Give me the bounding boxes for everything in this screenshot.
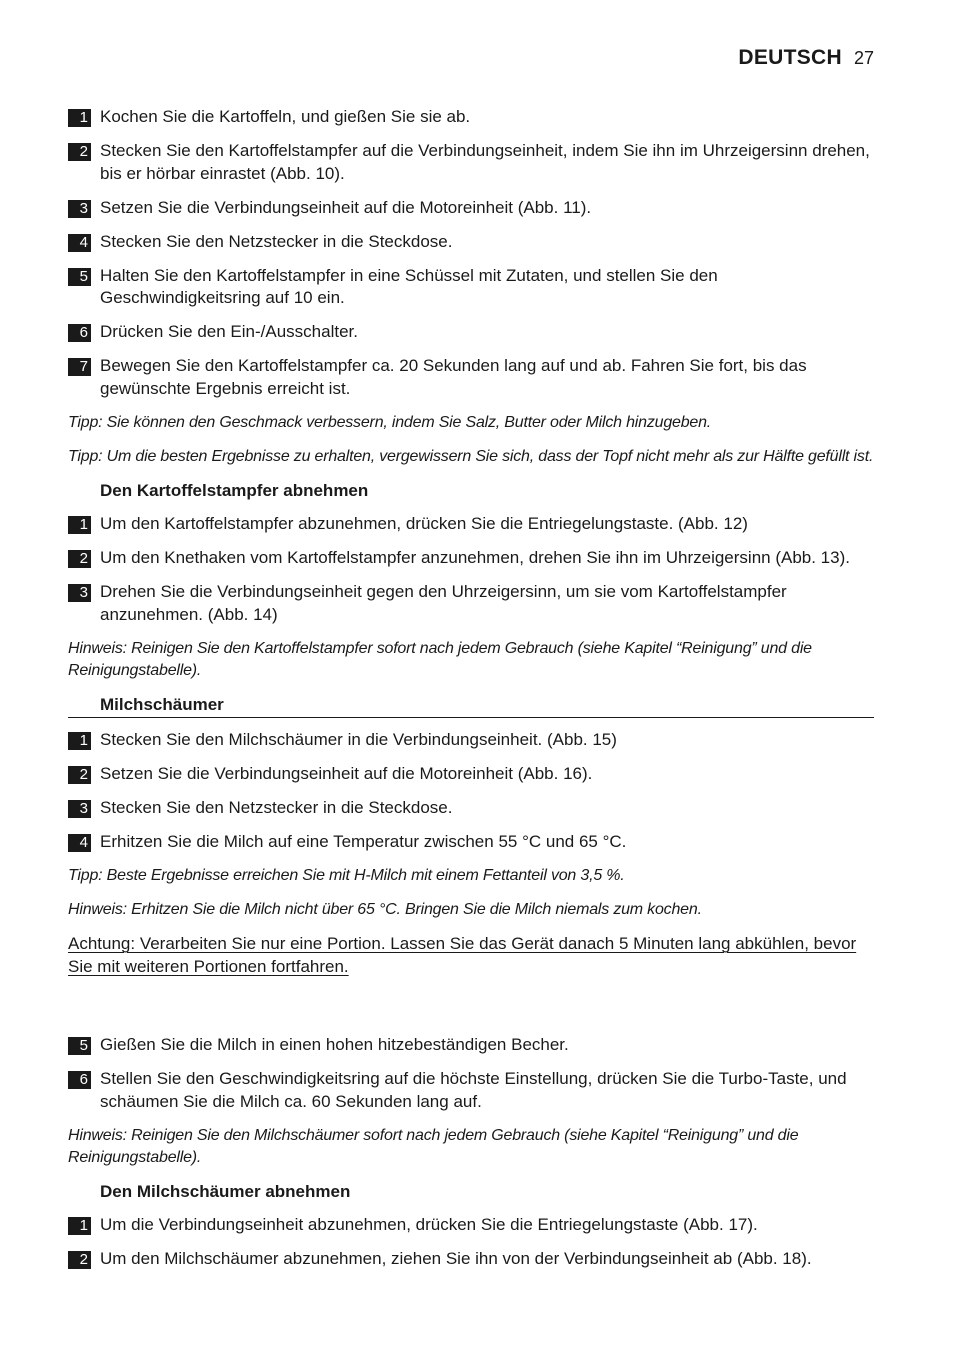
step-item <box>68 797 874 820</box>
step-number: 1 <box>68 732 91 750</box>
step-number: 5 <box>68 1037 91 1055</box>
step-number: 6 <box>68 324 91 342</box>
step-item <box>68 106 874 129</box>
step-text: Stecken Sie den Netzstecker in die Steckdose. <box>100 231 453 251</box>
step-item <box>68 355 874 400</box>
step-number: 3 <box>68 800 91 818</box>
step-text: Stecken Sie den Kartoffelstampfer auf die Verbindungseinheit, indem Sie ihn im Uhrzeigersinn drehen, bis er hörbar einrastet (Abb. 10). <box>100 141 870 183</box>
step-text: Gießen Sie die Milch in einen hohen hitzebeständigen Becher. <box>100 1035 569 1054</box>
step-item <box>68 831 874 854</box>
step-text: Drehen Sie die Verbindungseinheit gegen den Uhrzeigersinn, um sie vom Kartoffelstampfer anzunehmen. (Abb. 14) <box>100 582 787 624</box>
language-label: DEUTSCH <box>738 46 842 69</box>
step-item <box>68 729 874 752</box>
section-heading: Milchschäumer <box>68 694 874 719</box>
step-number: 2 <box>68 766 91 784</box>
hint-text: Hinweis: Reinigen Sie den Kartoffelstampfer sofort nach jedem Gebrauch (siehe Kapitel “Reinigung” und die Reinigungstabelle). <box>68 639 812 679</box>
step-item <box>68 1034 874 1057</box>
hint-text: Hinweis: Erhitzen Sie die Milch nicht über 65 °C. Bringen Sie die Milch niemals zum kochen. <box>68 901 702 918</box>
step-item <box>68 265 874 310</box>
page-header <box>738 46 874 70</box>
step-number: 6 <box>68 1071 91 1089</box>
step-number: 4 <box>68 234 91 252</box>
step-number: 2 <box>68 550 91 568</box>
step-number: 3 <box>68 584 91 602</box>
step-text: Stecken Sie den Milchschäumer in die Verbindungseinheit. (Abb. 15) <box>100 730 617 749</box>
step-item <box>68 1248 874 1271</box>
step-number: 2 <box>68 1251 91 1269</box>
step-number: 1 <box>68 1217 91 1235</box>
step-item <box>68 763 874 786</box>
caution-text-content: Achtung: Verarbeiten Sie nur eine Portion. Lassen Sie das Gerät danach 5 Minuten lang abkühlen, bevor Sie mit weiteren Portionen fortfahren. <box>68 934 857 976</box>
step-text: Um den Knethaken vom Kartoffelstampfer anzunehmen, drehen Sie ihn im Uhrzeigersinn (Abb. 13). <box>100 548 850 567</box>
tip-text: Tipp: Um die besten Ergebnisse zu erhalten, vergewissern Sie sich, dass der Topf nicht mehr als zur Hälfte gefüllt ist. <box>68 447 874 465</box>
step-number: 4 <box>68 834 91 852</box>
step-item <box>68 231 874 254</box>
step-number: 3 <box>68 200 91 218</box>
step-text: Erhitzen Sie die Milch auf eine Temperatur zwischen 55 °C und 65 °C. <box>100 832 627 851</box>
step-text: Kochen Sie die Kartoffeln, und gießen Sie sie ab. <box>100 107 471 126</box>
step-number: 2 <box>68 143 91 161</box>
step-text: Setzen Sie die Verbindungseinheit auf die Motoreinheit (Abb. 11). <box>100 197 592 217</box>
page-content <box>68 106 874 1282</box>
step-text: Um den Kartoffelstampfer abzunehmen, drücken Sie die Entriegelungstaste. (Abb. 12) <box>100 514 748 533</box>
step-number: 7 <box>68 358 91 376</box>
step-item <box>68 197 874 220</box>
step-text: Bewegen Sie den Kartoffelstampfer ca. 20 Sekunden lang auf und ab. Fahren Sie fort, bis das gewünschte Ergebnis erreicht ist. <box>100 356 807 398</box>
caution-text <box>68 933 874 978</box>
step-item <box>68 581 874 626</box>
step-text: Um den Milchschäumer abzunehmen, ziehen Sie ihn von der Verbindungseinheit ab (Abb. 18). <box>100 1249 812 1268</box>
step-item <box>68 140 874 185</box>
step-item <box>68 547 874 570</box>
step-item <box>68 1068 874 1113</box>
step-item <box>68 321 874 344</box>
step-number: 1 <box>68 109 91 127</box>
step-text: Drücken Sie den Ein-/Ausschalter. <box>100 322 358 341</box>
hint-text: Hinweis: Reinigen Sie den Milchschäumer sofort nach jedem Gebrauch (siehe Kapitel “Reinigung” und die Reinigungstabelle). <box>68 1126 799 1166</box>
tip-text: Tipp: Beste Ergebnisse erreichen Sie mit H-Milch mit einem Fettanteil von 3,5 %. <box>68 867 625 884</box>
step-text: Halten Sie den Kartoffelstampfer in eine Schüssel mit Zutaten, und stellen Sie den Geschwindigkeitsring auf 10 ein. <box>100 265 718 307</box>
step-number: 5 <box>68 268 91 286</box>
tip-text: Tipp: Sie können den Geschmack verbessern, indem Sie Salz, Butter oder Milch hinzugeben. <box>68 413 712 431</box>
section-heading: Den Kartoffelstampfer abnehmen <box>100 480 369 500</box>
step-item <box>68 1214 874 1237</box>
step-item <box>68 513 874 536</box>
step-text: Stellen Sie den Geschwindigkeitsring auf die höchste Einstellung, drücken Sie die Turbo-Taste, und schäumen Sie die Milch ca. 60 Sekunden lang auf. <box>100 1069 847 1111</box>
step-text: Stecken Sie den Netzstecker in die Steckdose. <box>100 798 453 817</box>
step-text: Setzen Sie die Verbindungseinheit auf die Motoreinheit (Abb. 16). <box>100 764 593 783</box>
page-number: 27 <box>853 48 874 68</box>
step-text: Um die Verbindungseinheit abzunehmen, drücken Sie die Entriegelungstaste (Abb. 17). <box>100 1215 758 1234</box>
section-heading: Den Milchschäumer abnehmen <box>100 1181 351 1201</box>
step-number: 1 <box>68 516 91 534</box>
